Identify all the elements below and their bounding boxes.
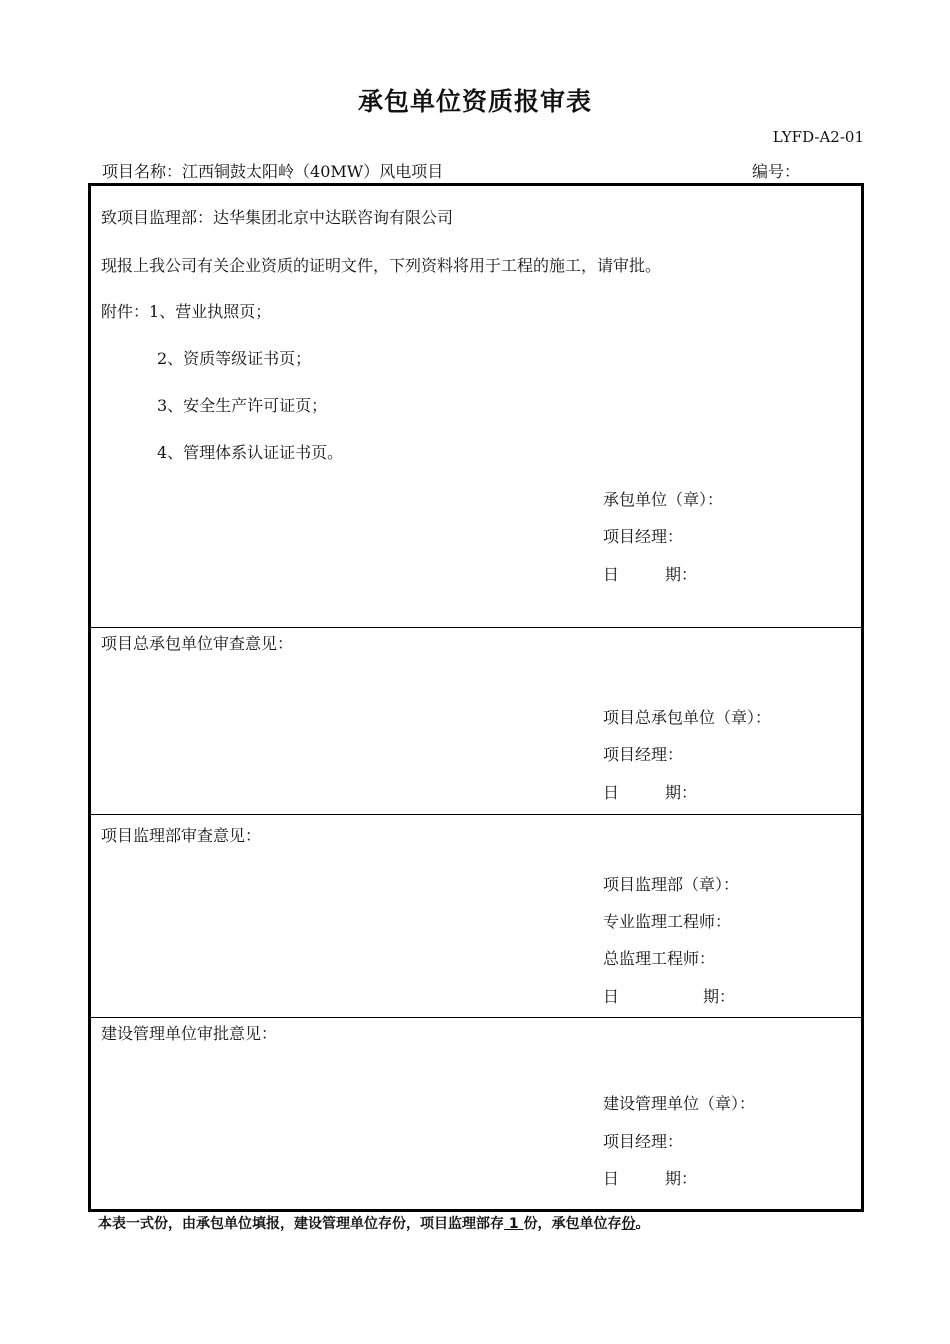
specialist-engineer-label: 专业监理工程师：	[603, 912, 732, 931]
attachments-label: 附件：	[101, 302, 150, 321]
attachment-item: 1、营业执照页；	[149, 302, 272, 321]
form-table	[88, 183, 864, 1212]
owner-seal-label: 建设管理单位（章）：	[603, 1094, 756, 1113]
general-contractor-seal-label: 项目总承包单位（章）：	[603, 708, 772, 727]
submission-text: 现报上我公司有关企业资质的证明文件，下列资料将用于工程的施工，请审批。	[101, 256, 662, 275]
attachment-item: 3、安全生产许可证页；	[157, 396, 328, 415]
supervision-seal-label: 项目监理部（章）：	[603, 875, 740, 894]
addressee-label: 致项目监理部：	[101, 208, 214, 227]
chief-engineer-label: 总监理工程师：	[603, 949, 716, 968]
supervision-review-section	[91, 815, 861, 1018]
general-contractor-opinion-heading: 项目总承包单位审查意见：	[101, 634, 294, 653]
date-label: 日 期：	[603, 987, 736, 1006]
project-label: 项目名称：	[102, 162, 183, 181]
addressee-name: 达华集团北京中达联咨询有限公司	[213, 208, 454, 227]
supervision-opinion-heading: 项目监理部审查意见：	[101, 826, 262, 845]
project-name: 江西铜鼓太阳岭（40MW）风电项目	[182, 162, 444, 181]
project-manager-label: 项目经理：	[603, 1132, 684, 1151]
project-manager-label: 项目经理：	[603, 745, 684, 764]
owner-approval-heading: 建设管理单位审批意见：	[101, 1024, 278, 1043]
date-label: 日 期：	[603, 1169, 698, 1188]
contractor-seal-label: 承包单位（章）：	[603, 490, 724, 509]
serial-number-label: 编号：	[752, 162, 801, 181]
copies-count: 1	[504, 1216, 524, 1232]
copies-note: 本表一式份，由承包单位填报，建设管理单位存份，项目监理部存 1 份，承包单位存份。	[98, 1216, 650, 1232]
date-label: 日 期：	[603, 783, 698, 802]
addressee-line	[101, 205, 453, 228]
owner-approval-section	[91, 1018, 861, 1209]
project-manager-label: 项目经理：	[603, 527, 684, 546]
form-code: LYFD-A2-01	[772, 128, 864, 146]
project-line	[102, 159, 443, 182]
attachment-item: 4、管理体系认证证书页。	[157, 443, 344, 462]
attachment-item: 2、资质等级证书页；	[157, 349, 312, 368]
date-label: 日 期：	[603, 565, 698, 584]
contractor-submission-section	[91, 186, 861, 628]
general-contractor-review-section	[91, 628, 861, 815]
form-title: 承包单位资质报审表	[357, 87, 592, 116]
attachment-line-1	[101, 299, 271, 322]
